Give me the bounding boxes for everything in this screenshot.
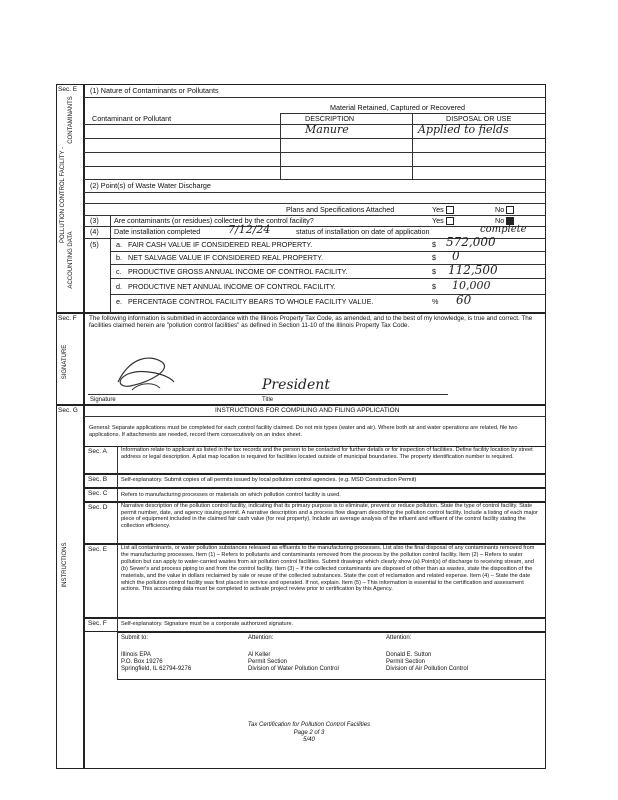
signature-line — [88, 394, 448, 395]
footer-code: 5/40 — [303, 737, 315, 743]
value-row-label: FAIR CASH VALUE IF CONSIDERED REAL PROPERTY. — [128, 240, 313, 249]
attention1-line: Division of Water Pollution Control — [248, 666, 339, 672]
instr-row-text: Refers to manufacturing processes or materials on which pollution control facility is used. — [121, 492, 341, 498]
attention2-label: Attention: — [386, 635, 412, 641]
address-line: P.O. Box 19276 — [121, 659, 163, 665]
plans-yes — [432, 206, 454, 214]
value-row-unit: $ — [432, 267, 436, 276]
plans-yes-checkbox[interactable] — [446, 206, 454, 214]
attention1-line: Permit Section — [248, 659, 288, 665]
divider — [117, 618, 118, 632]
value-row-letter: c. — [116, 267, 122, 276]
attention2-line: Division of Air Pollution Control — [386, 666, 469, 672]
value-row-value: 572,000 — [446, 235, 496, 249]
divider — [84, 166, 546, 167]
sec-g-general: General: Separate applications must be completed for each control facility claimed. Do not mix types (water and air). Where both air and water operations are related, file two applications. If attachments are needed, record them consecutively on an index sheet. — [89, 425, 518, 438]
value-row-value: 112,500 — [448, 263, 498, 277]
col-description: DESCRIPTION — [305, 114, 355, 123]
instr-row-text: Narrative description of the pollution control facility, indicating that its primary purpose is to eliminate, prevent or reduce pollution. State the type of control facility. State permit number, date, and agency issuing permit. A narrative description and a process flow diagram describing the pollution control facility. Include a listing of each major piece of equipment included in the claimed fair cash value (for real property). Include an average analysis of the influent and effluent of the control facility stating the collection efficiency. — [121, 503, 538, 529]
divider — [117, 474, 118, 488]
sec-e-side-label-1: POLLUTION CONTROL FACILITY - — [60, 146, 66, 244]
instr-row-text: List all contaminants, or water pollution substances released as effluents to the manufacturing processes. List also the final disposal of any contaminants removed from the manufacturing processes. Item (1) – Refers to pollutants and contaminants removed from the process by the pollution control facility. Item (2) – Refers to water pollution but can apply to water-carried wastes from air pollution control facilities. Submit drawings which clearly show (a) Point(s) of discharge to receiving stream, and (b) Sewer's and process piping to and from the control facility. Item (3) – If the collected contaminants are disposed of other than as wastes, state the disposition of the materials, and the value in dollars reclaimed by sale or reuse of the collected substances. State the cost of reclamation and related expense. Item (4) – State the date which the pollution control facility was first placed in service and operated. If not, explain. Item (5) – This information is essential to the certification and assessment actions. This accounting data must be completed to activate project review prior to certification by this Agency. — [121, 545, 535, 593]
value-row-value: 60 — [456, 293, 472, 307]
value-row-letter: b. — [116, 253, 122, 262]
plans-no — [495, 206, 514, 214]
divider — [412, 113, 413, 179]
signature-label: Signature — [90, 397, 116, 403]
divider — [84, 179, 546, 180]
item2-title: (2) Point(s) of Waste Water Discharge — [90, 181, 211, 190]
item3-yes — [432, 217, 454, 225]
value-row-value: 10,000 — [452, 279, 491, 292]
item3-yes-checkbox[interactable] — [446, 217, 454, 225]
divider — [280, 113, 281, 179]
instr-row-label: Sec. D — [88, 504, 108, 511]
divider — [110, 251, 546, 252]
attention2-line: Donald E. Sutton — [386, 652, 432, 658]
material-header: Material Retained, Captured or Recovered — [330, 103, 466, 112]
hw-description: Manure — [305, 123, 349, 136]
sec-g-label: Sec. G — [58, 407, 78, 414]
value-row-value: 0 — [452, 249, 460, 263]
item1-title: (1) Nature of Contaminants or Pollutants — [90, 86, 219, 95]
instr-row-text: Information relate to applicant as listed in the tax records and the person to be contacted for further details or for inspection of facilities. Define facility location by street address or legal description. A plat map location is required for facilities located outside of municipal boundaries. The property identification number is required. — [121, 447, 533, 460]
value-row-label: PRODUCTIVE GROSS ANNUAL INCOME OF CONTROL FACILITY. — [128, 267, 348, 276]
instr-row-label: Sec. F — [88, 620, 107, 627]
value-row-label: PERCENTAGE CONTROL FACILITY BEARS TO WHOLE FACILITY VALUE. — [128, 297, 374, 306]
signature-title-hw: President — [262, 377, 330, 393]
footer-title: Tax Certification for Pollution Control Facilities — [247, 722, 371, 728]
no-label: No — [495, 216, 505, 225]
col-contaminant: Contaminant or Pollutant — [92, 114, 172, 123]
divider — [84, 203, 546, 204]
instr-row-label: Sec. A — [88, 448, 107, 455]
attention1-label: Attention: — [248, 635, 274, 641]
sec-g-side-column — [56, 405, 84, 769]
divider — [84, 138, 546, 139]
value-row-unit: % — [432, 297, 439, 306]
signature-scribble — [110, 352, 180, 396]
sec-g-heading: INSTRUCTIONS FOR COMPILING AND FILING APPLICATION — [215, 407, 400, 414]
plans-no-checkbox[interactable] — [506, 206, 514, 214]
item3-question: Are contaminants (or residues) collected by the control facility? — [114, 216, 314, 225]
item4-label: Date installation completed — [114, 227, 201, 236]
sec-g-side-label: INSTRUCTIONS — [62, 542, 68, 588]
sec-f-text: The following information is submitted in accordance with the Illinois Property Tax Code, as amended, and to the best of my knowledge, is true and correct. The facilities claimed herein are "pollution control facilities" as defined in Section 11-10 of the Illinois Property Tax Code. — [89, 315, 533, 330]
item3-num: (3) — [90, 216, 99, 225]
item4-status-hw: complete — [480, 224, 527, 235]
divider — [117, 488, 118, 502]
value-row-letter: a. — [116, 240, 122, 249]
value-row-label: PRODUCTIVE NET ANNUAL INCOME OF CONTROL FACILITY. — [128, 282, 336, 291]
address-line: Illinois EPA — [121, 652, 151, 658]
col-disposal: DISPOSAL OR USE — [446, 114, 512, 123]
instr-row-label: Sec. C — [88, 490, 108, 497]
instr-row-text: Self-explanatory. Submit copies of all permits issued by local pollution control agencies. (e.g. MSD Construction Permit) — [121, 477, 417, 483]
yes-label: Yes — [432, 216, 444, 225]
instr-row-label: Sec. B — [88, 476, 108, 483]
title-label: Title — [262, 397, 274, 403]
address-line: Springfield, IL 62794-9276 — [121, 666, 192, 672]
divider — [84, 416, 546, 417]
value-row-unit: $ — [432, 240, 436, 249]
value-row-letter: e. — [116, 297, 122, 306]
divider — [117, 502, 118, 544]
submit-label: Submit to: — [121, 635, 149, 641]
value-row-unit: $ — [432, 282, 436, 291]
instr-row-label: Sec. E — [88, 546, 108, 553]
divider — [84, 192, 546, 193]
divider — [110, 294, 546, 295]
hw-disposal: Applied to fields — [418, 123, 509, 136]
footer-page: Page 2 of 3 — [293, 730, 325, 736]
yes-label: Yes — [432, 205, 444, 214]
sec-e-label: Sec. E — [58, 86, 78, 93]
value-row-letter: d. — [116, 282, 122, 291]
sec-e-side-label-2: CONTAMINANTS — [68, 96, 74, 144]
value-row-unit: $ — [432, 253, 436, 262]
item4-num: (4) — [90, 227, 99, 236]
sec-e-side-label-3: ACCOUNTING DATA — [68, 231, 74, 289]
instr-row-text: Self-explanatory. Signature must be a corporate authorized signature. — [121, 621, 294, 627]
item4-status: status of installation on date of application — [296, 227, 430, 236]
sec-f-label: Sec. F — [58, 315, 77, 322]
no-label: No — [495, 205, 505, 214]
sec-f-side-column — [56, 313, 84, 405]
divider — [84, 97, 546, 98]
sec-f-side-label: SIGNATURE — [62, 344, 68, 380]
item4-date: 7/12/24 — [228, 223, 271, 236]
value-row-label: NET SALVAGE VALUE IF CONSIDERED REAL PROPERTY. — [128, 253, 324, 262]
plans-label: Plans and Specifications Attached — [286, 205, 395, 214]
attention1-line: Al Keller — [248, 652, 271, 658]
divider — [117, 544, 118, 618]
item5-num: (5) — [90, 240, 99, 249]
divider — [117, 446, 118, 474]
divider — [84, 152, 546, 153]
attention2-line: Permit Section — [386, 659, 426, 665]
